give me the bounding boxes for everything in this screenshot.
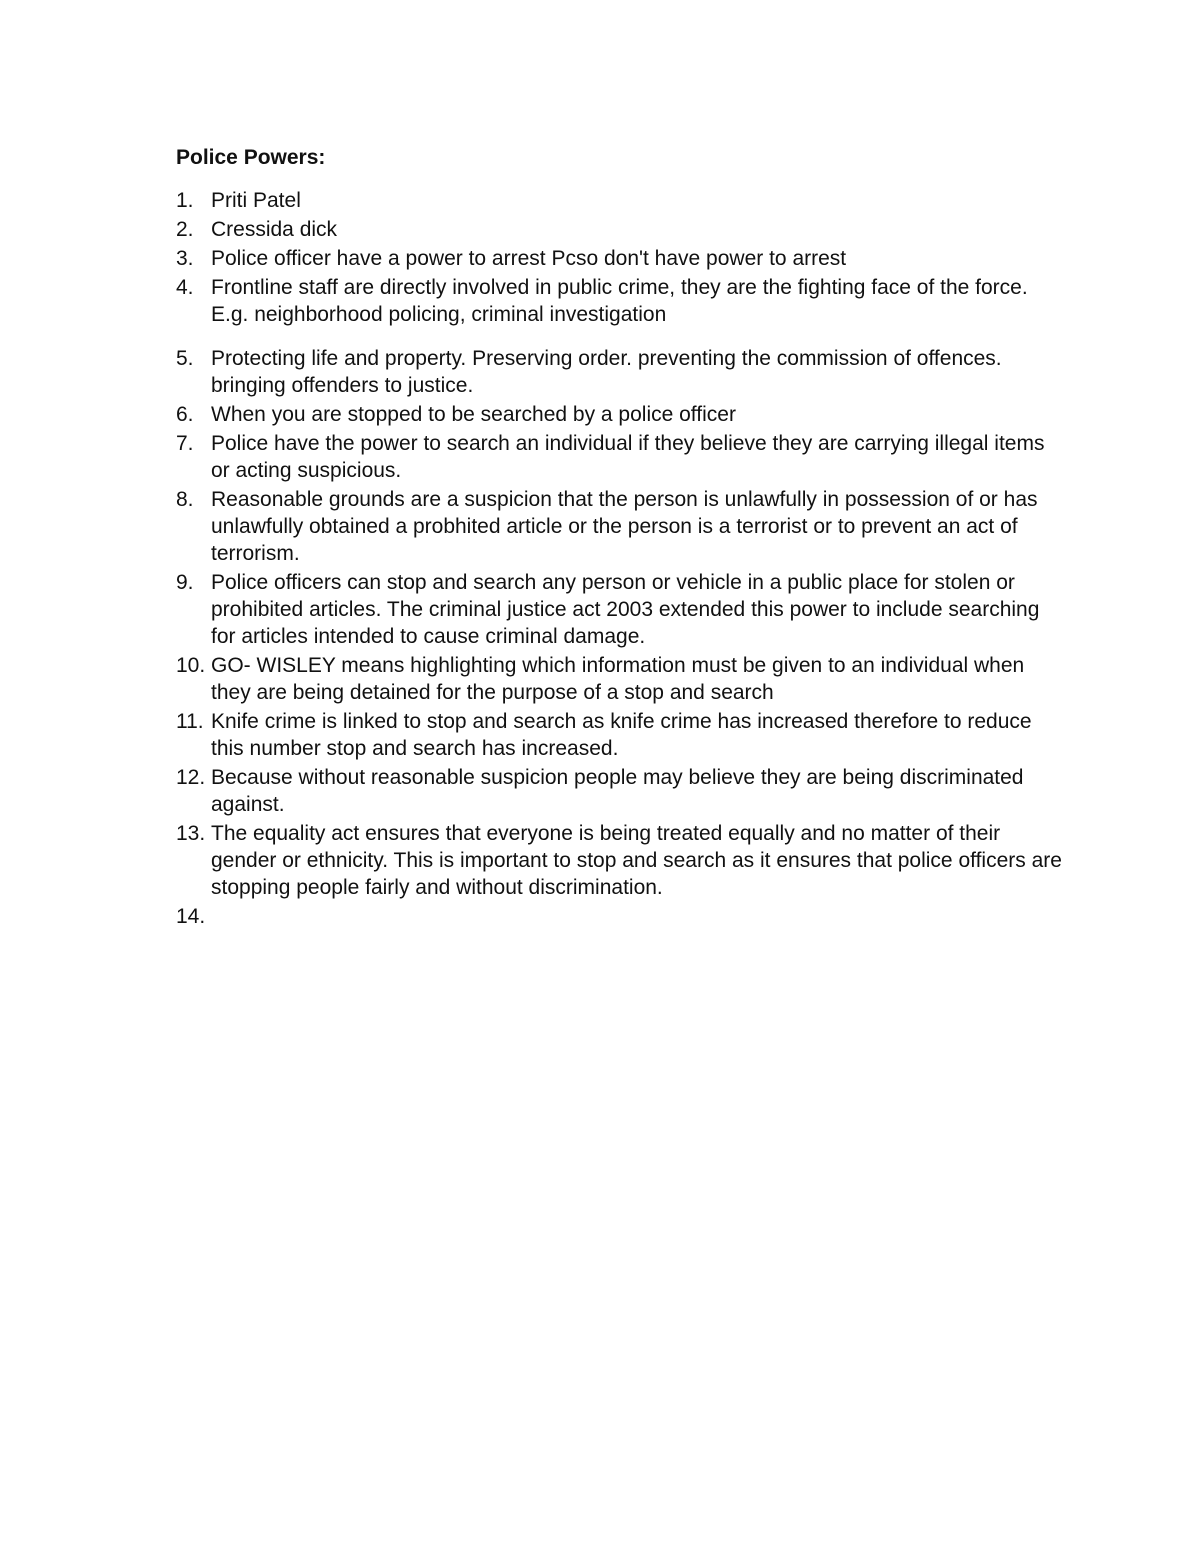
list-item-number: 5.	[176, 347, 194, 370]
list-item	[176, 274, 1066, 328]
list-item-number: 13.	[176, 822, 206, 845]
list-item-number: 2.	[176, 218, 194, 241]
list-item-number: 14.	[176, 905, 206, 928]
list-item	[176, 216, 1066, 243]
list-item	[176, 245, 1066, 272]
list-item-text: Police officer have a power to arrest Pcso don't have power to arrest	[211, 247, 847, 270]
list-item-text: Reasonable grounds are a suspicion that the person is unlawfully in possession of or has unlawfully obtained a probhited article or the person is a terrorist or to prevent an act of terrorism.	[211, 488, 1038, 565]
list-item	[176, 187, 1066, 214]
list-item-number: 7.	[176, 432, 194, 455]
list-item-number: 10.	[176, 654, 206, 677]
list-item-text: GO- WISLEY means highlighting which information must be given to an individual when they are being detained for the purpose of a stop and search	[211, 654, 1025, 704]
list-item-number: 12.	[176, 766, 206, 789]
list-item-number: 6.	[176, 403, 194, 426]
list-item-text: Police officers can stop and search any person or vehicle in a public place for stolen or prohibited articles. The criminal justice act 2003 extended this power to include searching for articles intended to cause criminal damage.	[211, 571, 1040, 648]
list-item-text: Protecting life and property. Preserving order. preventing the commission of offences. bringing offenders to justice.	[211, 347, 1002, 397]
list-item-text: Knife crime is linked to stop and search as knife crime has increased therefore to reduce this number stop and search has increased.	[211, 710, 1032, 760]
list-item	[176, 820, 1066, 901]
list-item-number: 11.	[176, 710, 204, 733]
list-item	[176, 345, 1066, 399]
list-item-text: Cressida dick	[211, 218, 338, 241]
list-item-text	[211, 903, 1066, 930]
list-item	[176, 652, 1066, 706]
list-item-text: Priti Patel	[211, 189, 301, 212]
list-item-text: Frontline staff are directly involved in public crime, they are the fighting face of the force. E.g. neighborhood policing, criminal investigation	[211, 276, 1028, 326]
list-item-number: 1.	[176, 189, 194, 212]
list-item-number: 9.	[176, 571, 194, 594]
document-heading: Police Powers:	[176, 146, 326, 169]
list-item-text: Police have the power to search an individual if they believe they are carrying illegal items or acting suspicious.	[211, 432, 1045, 482]
list-item	[176, 401, 1066, 428]
list-item-number: 4.	[176, 276, 194, 299]
list-item	[176, 569, 1066, 650]
numbered-list	[176, 187, 1066, 932]
list-item	[176, 486, 1066, 567]
list-item-text: The equality act ensures that everyone is being treated equally and no matter of their gender or ethnicity. This is important to stop and search as it ensures that police officers are stopping people fairly and without discrimination.	[211, 822, 1062, 899]
list-item	[176, 708, 1066, 762]
list-item	[176, 430, 1066, 484]
list-item-number: 3.	[176, 247, 194, 270]
list-item	[176, 903, 1066, 930]
list-item-number: 8.	[176, 488, 194, 511]
list-item-text: Because without reasonable suspicion people may believe they are being discriminated against.	[211, 766, 1024, 816]
list-item-text: When you are stopped to be searched by a police officer	[211, 403, 736, 426]
list-item	[176, 764, 1066, 818]
